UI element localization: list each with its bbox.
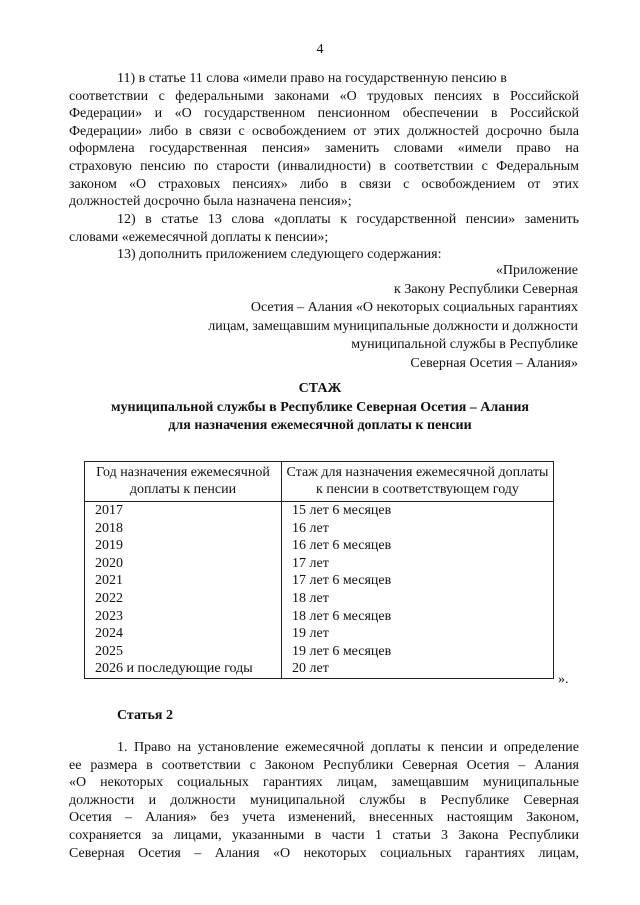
paragraph-line: Осетия – Алания» без учета изменений, внесенных настоящим Законом,: [69, 810, 579, 826]
year-cell: 2022: [85, 590, 282, 608]
appendix-caption-line: лицам, замещавшим муниципальные должности и должности: [208, 318, 578, 334]
paragraph-line: 13) дополнить приложением следующего содержания:: [117, 247, 442, 262]
paragraph-line: 11) в статье 11 слова «имели право на государственную пенсию в: [117, 71, 507, 86]
year-cell: 2025: [85, 643, 282, 661]
year-cell: 2018: [85, 520, 282, 538]
article-2-paragraph: [69, 739, 579, 862]
table-row: [85, 502, 554, 520]
seniority-cell: 18 лет: [282, 590, 554, 608]
seniority-cell: 17 лет 6 месяцев: [282, 572, 554, 590]
page-number: 4: [316, 42, 324, 57]
paragraph-line: 1. Право на установление ежемесячной доплаты к пенсии и определение: [117, 740, 579, 755]
paragraph-line: сохраняется за лицами, указанными в части 1 статьи 3 Закона Республики: [69, 827, 579, 843]
table-title-line: для назначения ежемесячной доплаты к пенсии: [168, 418, 472, 433]
paragraph-line: оформлена государственная пенсия» заменить словами «имели право на: [69, 141, 579, 157]
paragraph-line: Северная Осетия – Алания «О некоторых социальных гарантиях лицам,: [69, 845, 579, 861]
paragraph-line: соответствии с федеральными законами «О трудовых пенсиях в Российской: [69, 88, 579, 104]
year-cell: 2020: [85, 555, 282, 573]
table-header-row: [85, 462, 554, 502]
paragraph-13: [69, 246, 579, 264]
year-cell: 2023: [85, 608, 282, 626]
table-row: [85, 555, 554, 573]
seniority-cell: 17 лет: [282, 555, 554, 573]
appendix-caption: [100, 262, 578, 373]
table-closing-quote: ».: [558, 672, 569, 687]
seniority-cell: 16 лет 6 месяцев: [282, 537, 554, 555]
article-heading: Статья 2: [117, 708, 173, 723]
paragraph-12: [69, 211, 579, 246]
seniority-cell: 19 лет: [282, 625, 554, 643]
paragraph-line: законом «О страховых пенсиях» либо в связи с освобождением от этих: [69, 176, 579, 192]
table-title-line: СТАЖ: [298, 381, 342, 396]
year-cell: 2021: [85, 572, 282, 590]
seniority-cell: 20 лет: [282, 660, 554, 678]
table-row: [85, 590, 554, 608]
paragraph-line: «О некоторых социальных гарантиях лицам, замещавшим муниципальные: [69, 775, 579, 791]
appendix-caption-line: Осетия – Алания «О некоторых социальных гарантиях: [250, 300, 578, 315]
paragraph-line: должностей досрочно была назначена пенсия»;: [69, 194, 352, 210]
paragraph-line: страховую пенсию по старости (инвалидности) в соответствии с Федеральным: [69, 158, 579, 174]
paragraph-line: ее размера в соответствии с Законом Республики Северная Осетия – Алания: [69, 757, 579, 773]
table-row: [85, 608, 554, 626]
table-row: [85, 572, 554, 590]
seniority-cell: 18 лет 6 месяцев: [282, 608, 554, 626]
year-cell: 2026 и последующие годы: [85, 660, 282, 678]
header-year: Год назначения ежемесячной доплаты к пенсии: [85, 462, 282, 502]
appendix-caption-line: муниципальной службы в Республике: [351, 337, 578, 352]
year-cell: 2017: [85, 502, 282, 520]
seniority-cell: 16 лет: [282, 520, 554, 538]
table-row: [85, 537, 554, 555]
year-cell: 2024: [85, 625, 282, 643]
paragraph-line: Федерации» либо в связи с освобождением от этих должностей досрочно была: [69, 123, 579, 139]
paragraph-line: должности и должности муниципальной службы в Республике Северная: [69, 792, 579, 808]
paragraph-line: словами «ежемесячной доплаты к пенсии»;: [69, 229, 329, 245]
header-seniority: Стаж для назначения ежемесячной доплаты к пенсии в соответствующем году: [282, 462, 554, 502]
seniority-cell: 15 лет 6 месяцев: [282, 502, 554, 520]
seniority-table: [84, 461, 554, 679]
table-title: [60, 380, 580, 436]
table-row: [85, 625, 554, 643]
table-row: [85, 643, 554, 661]
table-row: [85, 660, 554, 678]
appendix-caption-line: к Закону Республики Северная: [394, 281, 578, 297]
table-title-line: муниципальной службы в Республике Северная Осетия – Алания: [111, 399, 529, 415]
year-cell: 2019: [85, 537, 282, 555]
table-row: [85, 520, 554, 538]
seniority-cell: 19 лет 6 месяцев: [282, 643, 554, 661]
appendix-caption-line: «Приложение: [495, 263, 578, 278]
paragraph-line: 12) в статье 13 слова «доплаты к государственной пенсии» заменить: [117, 212, 579, 227]
paragraph-11: [69, 70, 579, 211]
paragraph-line: Федерации» и «О государственном пенсионном обеспечении в Российской: [69, 106, 579, 122]
appendix-caption-line: Северная Осетия – Алания»: [410, 355, 578, 371]
